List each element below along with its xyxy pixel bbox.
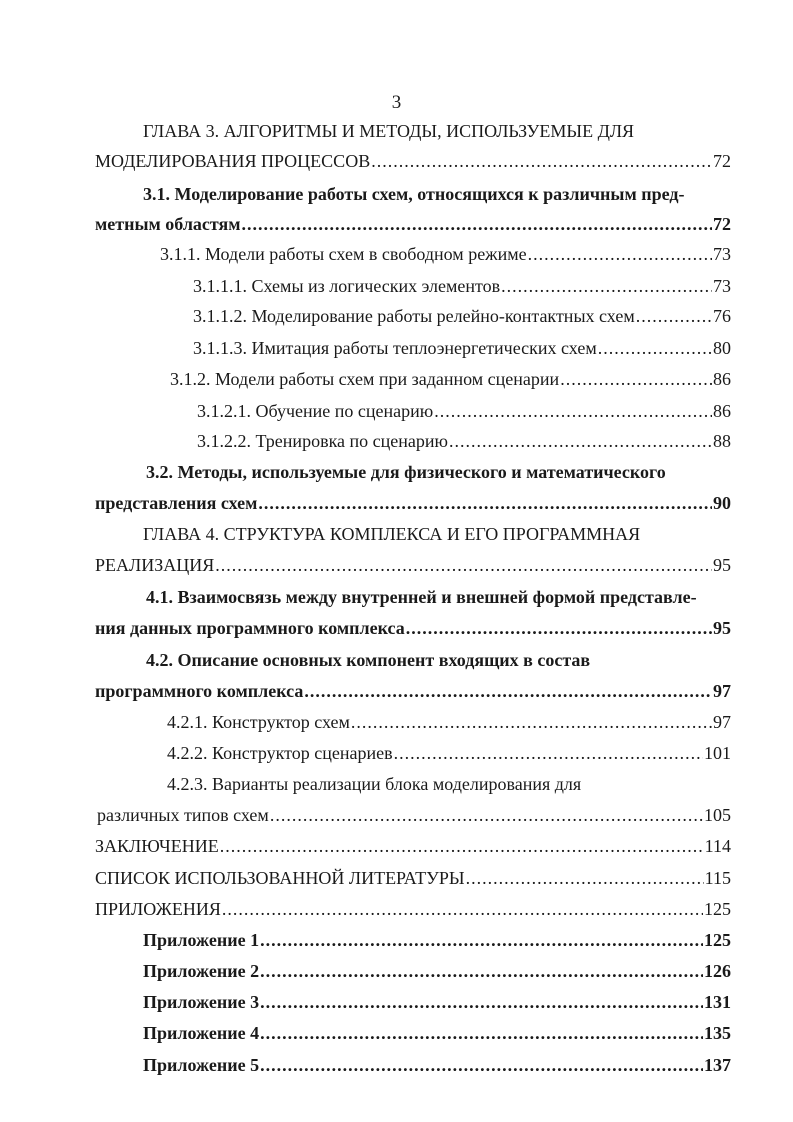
leader-dots — [466, 867, 704, 889]
toc-page-number: 86 — [713, 401, 731, 421]
toc-page-number: 95 — [713, 555, 731, 575]
toc-entry-appendix-1[interactable] — [143, 929, 731, 951]
toc-entry-title: Приложение 5 — [143, 1055, 260, 1075]
leader-dots — [501, 275, 712, 297]
toc-entry-appendices[interactable] — [95, 898, 731, 920]
toc-entry-4-2-3[interactable] — [97, 804, 731, 826]
toc-entry-title: Приложение 4 — [143, 1023, 260, 1043]
toc-page-number: 86 — [713, 369, 731, 389]
toc-entry-4-2[interactable] — [95, 680, 731, 702]
toc-section-4-2-title: 4.2. Описание основных компонент входящих в состав — [146, 650, 591, 670]
leader-dots — [258, 492, 712, 514]
toc-entry-title: представления схем — [95, 493, 258, 513]
toc-entry-title: ПРИЛОЖЕНИЯ — [95, 899, 221, 919]
toc-entry-title: ния данных программного комплекса — [95, 618, 405, 638]
toc-entry-3-1-1-1[interactable] — [193, 275, 731, 297]
toc-entry-3-1-1[interactable] — [160, 243, 731, 265]
leader-dots — [222, 898, 703, 920]
toc-section-4-1-title: 4.1. Взаимосвязь между внутренней и внешней формой представле- — [146, 587, 697, 607]
toc-page-number: 135 — [704, 1023, 731, 1043]
toc-entry-3-1-2[interactable] — [170, 368, 731, 390]
toc-entry-title: метным областям — [95, 214, 241, 234]
leader-dots — [598, 337, 712, 359]
toc-entry-references[interactable] — [95, 867, 731, 889]
leader-dots — [449, 430, 712, 452]
toc-page-number: 101 — [704, 743, 731, 763]
leader-dots — [270, 804, 703, 826]
leader-dots — [406, 617, 712, 639]
toc-page-number: 80 — [713, 338, 731, 358]
toc-page-number: 97 — [713, 712, 731, 732]
toc-entry-title: 4.2.1. Конструктор схем — [167, 712, 350, 732]
toc-entry-title: Приложение 1 — [143, 930, 260, 950]
toc-page-number: 72 — [713, 214, 731, 234]
toc-entry-3-1-2-2[interactable] — [197, 430, 731, 452]
leader-dots — [260, 960, 703, 982]
toc-entry-title: 3.1.1.3. Имитация работы теплоэнергетических схем — [193, 338, 597, 358]
toc-entry-3-2[interactable] — [95, 492, 731, 514]
toc-entry-chapter4[interactable] — [95, 554, 731, 576]
toc-page-number: 95 — [713, 618, 731, 638]
toc-entry-title: ЗАКЛЮЧЕНИЕ — [95, 836, 219, 856]
toc-entry-title: 4.2.2. Конструктор сценариев — [167, 743, 393, 763]
toc-entry-4-2-1[interactable] — [167, 711, 731, 733]
toc-entry-4-1[interactable] — [95, 617, 731, 639]
toc-page-number: 115 — [704, 868, 731, 888]
toc-entry-conclusion[interactable] — [95, 835, 731, 857]
toc-entry-title: 3.1.2.1. Обучение по сценарию — [197, 401, 434, 421]
toc-section-3-2-title: 3.2. Методы, используемые для физического и математического — [146, 462, 666, 482]
leader-dots — [371, 150, 712, 172]
toc-entry-title: МОДЕЛИРОВАНИЯ ПРОЦЕССОВ — [95, 151, 371, 171]
toc-page-number: 126 — [704, 961, 731, 981]
toc-page-number: 125 — [704, 930, 731, 950]
toc-entry-title: СПИСОК ИСПОЛЬЗОВАННОЙ ЛИТЕРАТУРЫ — [95, 868, 465, 888]
toc-page-number: 76 — [713, 306, 731, 326]
toc-entry-title: различных типов схем — [97, 805, 269, 825]
toc-chapter4-title: ГЛАВА 4. СТРУКТУРА КОМПЛЕКСА И ЕГО ПРОГРАММНАЯ — [143, 524, 641, 544]
leader-dots — [260, 929, 703, 951]
leader-dots — [242, 213, 712, 235]
toc-entry-title: Приложение 3 — [143, 992, 260, 1012]
toc-page-number: 90 — [713, 493, 731, 513]
toc-page-number: 88 — [713, 431, 731, 451]
toc-entry-appendix-5[interactable] — [143, 1054, 731, 1076]
leader-dots — [528, 243, 712, 265]
toc-entry-chapter3[interactable] — [95, 150, 731, 172]
toc-entry-title: 3.1.1.1. Схемы из логических элементов — [193, 276, 501, 296]
leader-dots — [394, 742, 703, 764]
toc-section-4-2-3-title: 4.2.3. Варианты реализации блока моделирования для — [167, 774, 582, 794]
leader-dots — [560, 368, 712, 390]
toc-page-number: 72 — [713, 151, 731, 171]
leader-dots — [215, 554, 712, 576]
toc-page-number: 125 — [704, 899, 731, 919]
leader-dots — [260, 991, 703, 1013]
toc-entry-appendix-2[interactable] — [143, 960, 731, 982]
toc-chapter3-title: ГЛАВА 3. АЛГОРИТМЫ И МЕТОДЫ, ИСПОЛЬЗУЕМЫЕ ДЛЯ — [143, 121, 635, 141]
leader-dots — [304, 680, 712, 702]
toc-entry-appendix-4[interactable] — [143, 1022, 731, 1044]
leader-dots — [636, 305, 712, 327]
toc-page-number: 105 — [704, 805, 731, 825]
toc-entry-title: Приложение 2 — [143, 961, 260, 981]
toc-page-number: 73 — [713, 276, 731, 296]
toc-entry-title: программного комплекса — [95, 681, 304, 701]
toc-page-number: 114 — [704, 836, 731, 856]
leader-dots — [220, 835, 704, 857]
toc-entry-3-1[interactable] — [95, 213, 731, 235]
toc-entry-3-1-1-2[interactable] — [193, 305, 731, 327]
toc-entry-title: 3.1.2.2. Тренировка по сценарию — [197, 431, 448, 451]
toc-entry-title: 3.1.1.2. Моделирование работы релейно-контактных схем — [193, 306, 635, 326]
toc-page-number: 97 — [713, 681, 731, 701]
page-number: 3 — [391, 92, 402, 113]
toc-page-number: 137 — [704, 1055, 731, 1075]
leader-dots — [260, 1054, 703, 1076]
toc-page-number: 131 — [704, 992, 731, 1012]
toc-entry-appendix-3[interactable] — [143, 991, 731, 1013]
leader-dots — [351, 711, 712, 733]
toc-section-3-1-title: 3.1. Моделирование работы схем, относящихся к различным пред- — [143, 184, 685, 204]
toc-entry-title: РЕАЛИЗАЦИЯ — [95, 555, 215, 575]
toc-entry-4-2-2[interactable] — [167, 742, 731, 764]
leader-dots — [260, 1022, 703, 1044]
toc-page-number: 73 — [713, 244, 731, 264]
toc-entry-3-1-1-3[interactable] — [193, 337, 731, 359]
leader-dots — [434, 400, 712, 422]
toc-entry-title: 3.1.1. Модели работы схем в свободном режиме — [160, 244, 527, 264]
toc-entry-3-1-2-1[interactable] — [197, 400, 731, 422]
toc-entry-title: 3.1.2. Модели работы схем при заданном сценарии — [170, 369, 560, 389]
